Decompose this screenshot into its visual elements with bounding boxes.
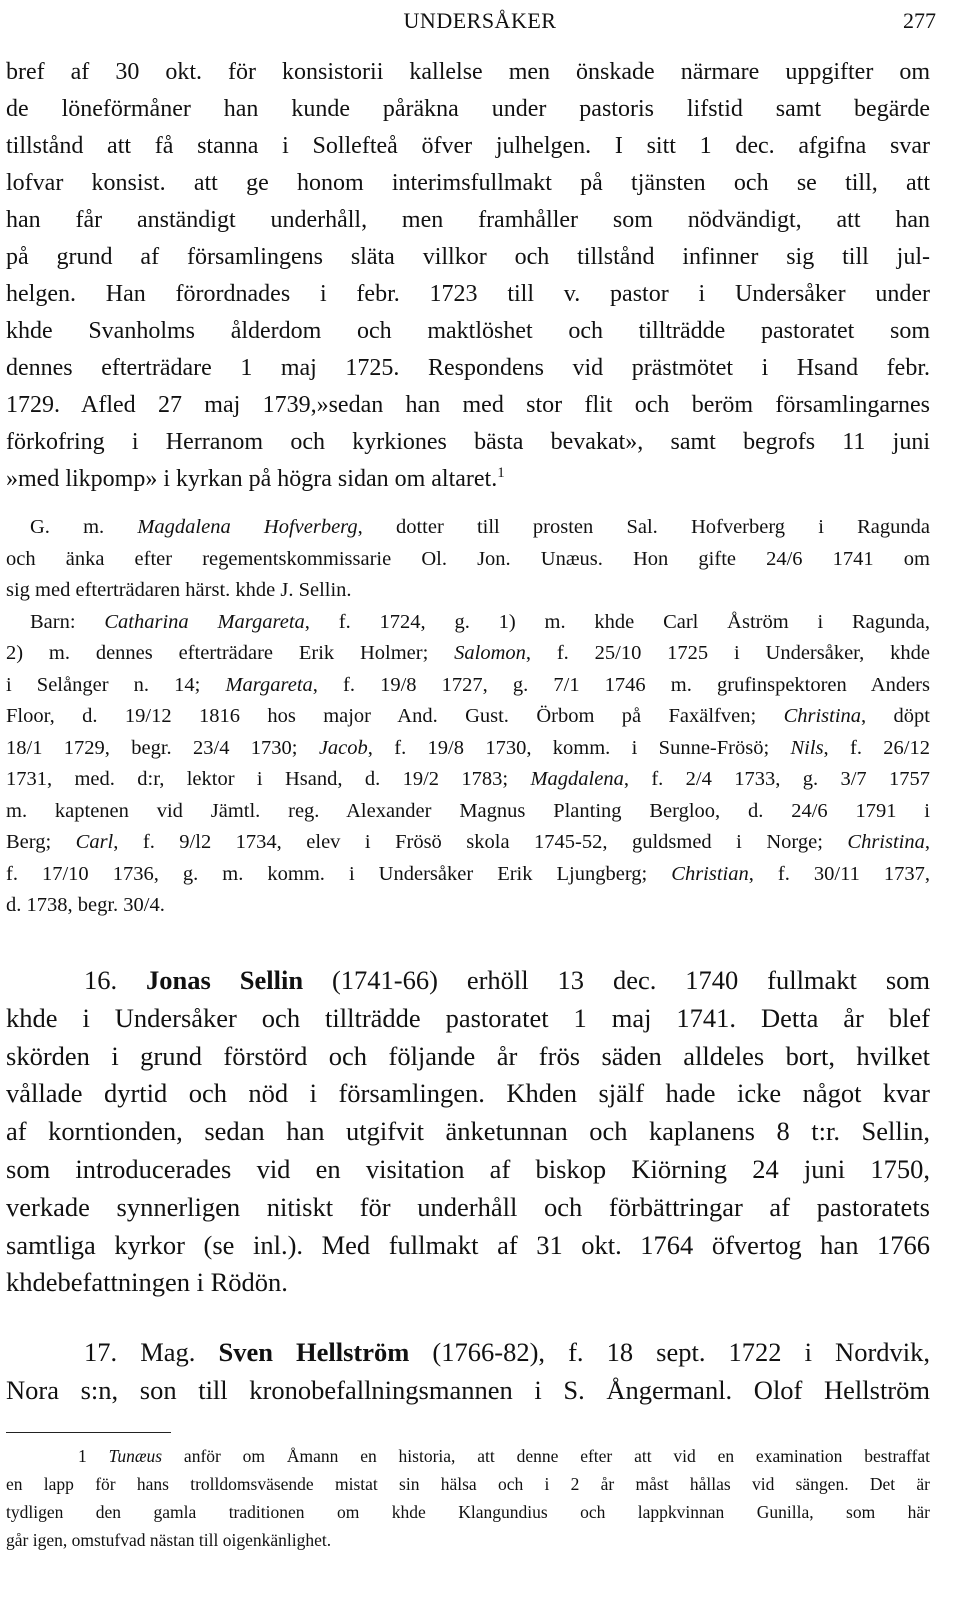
family-line: [6, 859, 930, 891]
family-line: [6, 827, 930, 859]
section16-line: [6, 1038, 930, 1076]
text-run: förkofring i Herranom och kyrkiones bästa bevakat», samt begrofs 11 juni: [6, 429, 930, 455]
text-run: , dotter till prosten Sal. Hofverberg i Ragunda: [357, 516, 930, 538]
text-run: , f. 30/11 1737,: [748, 862, 930, 885]
paragraph-previous-pastor: [6, 54, 930, 498]
text-run: , f. 26/12: [823, 736, 930, 759]
para1-line: [6, 387, 930, 424]
text-run: lofvar konsist. att ge honom interimsfullmakt på tjänsten och se till, att: [6, 170, 930, 196]
text-run: G. m.: [30, 516, 138, 538]
text-run: och änka efter regementskommissarie Ol. Jon. Unæus. Hon gifte 24/6 1741 om: [6, 547, 930, 570]
italic-name: Tunæus: [108, 1446, 163, 1466]
text-run: 18/1 1729, begr. 23/4 1730;: [6, 736, 319, 759]
text-run: Nora s:n, son till kronobefallningsmannen i S. Ångermanl. Olof Hellström: [6, 1374, 930, 1405]
family-line: [6, 796, 930, 828]
text-run: , f. 25/10 1725 i Undersåker, khde: [525, 642, 930, 664]
footnote-line: [6, 1442, 930, 1470]
bold-name: Sven Hellström: [218, 1337, 410, 1367]
text-run: vållade dyrtid och nöd i församlingen. Khden själf hade icke något kvar: [6, 1078, 930, 1109]
footnote: [6, 1442, 930, 1554]
para1-line: [6, 461, 930, 498]
text-run: 1731, med. d:r, lektor i Hsand, d. 19/2 1783;: [6, 768, 531, 790]
italic-name: Magdalena: [530, 768, 624, 790]
text-run: f. 17/10 1736, g. m. komm. i Undersåker Erik Ljungberg;: [6, 862, 672, 885]
section-16-jonas-sellin: [6, 962, 930, 1302]
italic-name: Nils: [790, 736, 824, 759]
text-run: , f. 19/8 1730, komm. i Sunne-Frösö;: [367, 736, 791, 759]
italic-name: Christina: [783, 705, 862, 727]
italic-name: Christian: [671, 862, 749, 885]
italic-name: Carl: [75, 831, 114, 853]
footnote-rule: [6, 1432, 171, 1433]
family-line: [6, 764, 930, 796]
family-line: [6, 638, 930, 670]
footnote-marker: 1: [497, 465, 505, 481]
running-header: [0, 6, 960, 36]
text-run: , döpt: [861, 705, 930, 727]
text-run: m. kaptenen vid Jämtl. reg. Alexander Magnus Planting Bergloo, d. 24/6 1791 i: [6, 799, 930, 822]
text-run: (1766-82), f. 18 sept. 1722 i Nordvik,: [409, 1337, 931, 1367]
text-run: (1741-66) erhöll 13 dec. 1740 fullmakt som: [303, 965, 930, 995]
section17-line: [6, 1372, 930, 1410]
text-run: 16.: [84, 965, 147, 995]
italic-name: Magdalena Hofverberg: [137, 516, 358, 538]
text-run: 2) m. dennes efterträdare Erik Holmer;: [6, 642, 455, 664]
text-run: tydligen den gamla traditionen om khde Klangundius och lappkvinnan Gunilla, som här: [6, 1502, 930, 1522]
para1-line: [6, 165, 930, 202]
text-run: khde i Undersåker och tillträdde pastoratet 1 maj 1741. Detta år blef: [6, 1002, 930, 1033]
page-number: 277: [903, 8, 936, 33]
text-run: skörden i grund förstörd och följande år frös säden alldeles bort, hvilket: [6, 1040, 930, 1071]
bold-name: Jonas Sellin: [146, 965, 304, 995]
family-line: [6, 733, 930, 765]
italic-name: Christina: [847, 831, 925, 853]
section16-line: [6, 962, 930, 1000]
text-run: ,: [924, 831, 930, 853]
text-run: sig med efterträdaren härst. khde J. Sellin.: [6, 579, 352, 601]
text-run: går igen, omstufvad nästan till oigenkänlighet.: [6, 1530, 332, 1550]
section-17-sven-hellstrom: [6, 1334, 930, 1410]
para1-line: [6, 350, 930, 387]
text-run: khde Svanholms ålderdom och maktlöshet och tillträdde pastoratet som: [6, 318, 930, 344]
italic-name: Catharina Margareta: [104, 610, 305, 633]
footnote-line: [6, 1470, 930, 1498]
family-line: [6, 607, 930, 639]
text-run: tillstånd att få stanna i Sollefteå öfver julhelgen. I sitt 1 dec. afgifna svar: [6, 133, 930, 159]
text-run: som introducerades vid en visitation af biskop Kiörning 24 juni 1750,: [6, 1153, 930, 1184]
text-run: en lapp för hans trolldomsväsende mistat sin hälsa och i 2 år måst hållas vid sängen. Det är: [6, 1474, 930, 1494]
text-run: i Selånger n. 14;: [6, 673, 226, 696]
para1-line: [6, 128, 930, 165]
text-run: Floor, d. 19/12 1816 hos major And. Gust. Örbom på Faxälfven;: [6, 705, 784, 727]
text-run: »med likpomp» i kyrkan på högra sidan om altaret.: [6, 466, 498, 492]
italic-name: Salomon: [454, 642, 526, 664]
section16-line: [6, 1113, 930, 1151]
text-run: han får anständigt underhåll, men framhåller som nödvändigt, att han: [6, 207, 930, 233]
italic-name: Margareta: [225, 673, 313, 696]
text-run: dennes efterträdare 1 maj 1725. Respondens vid prästmötet i Hsand febr.: [6, 355, 930, 381]
para1-line: [6, 54, 930, 91]
para1-line: [6, 239, 930, 276]
family-line: [6, 670, 930, 702]
family-paragraph: [6, 512, 930, 922]
family-line: [6, 512, 930, 544]
text-run: anför om Åmann en historia, att denne efter att vid en examination bestraffat: [162, 1446, 931, 1466]
text-run: de löneförmåner han kunde påräkna under pastoris lifstid samt begärde: [6, 96, 930, 122]
para1-line: [6, 424, 930, 461]
family-line: [6, 575, 930, 607]
text-run: d. 1738, begr. 30/4.: [6, 894, 165, 916]
text-run: Barn:: [30, 610, 105, 633]
text-run: , f. 19/8 1727, g. 7/1 1746 m. grufinspektoren Anders: [312, 673, 930, 696]
para1-line: [6, 276, 930, 313]
text-run: khdebefattningen i Rödön.: [6, 1267, 288, 1298]
section16-line: [6, 1189, 930, 1227]
text-run: 1729. Afled 27 maj 1739,»sedan han med stor flit och beröm församlingarnes: [6, 392, 930, 418]
section16-line: [6, 1075, 930, 1113]
text-run: samtliga kyrkor (se inl.). Med fullmakt af 31 okt. 1764 öfvertog han 1766: [6, 1229, 930, 1260]
text-run: , f. 1724, g. 1) m. khde Carl Åström i Ragunda,: [304, 610, 931, 633]
section16-line: [6, 1227, 930, 1265]
section16-line: [6, 1151, 930, 1189]
footnote-line: [6, 1498, 930, 1526]
text-run: , f. 2/4 1733, g. 3/7 1757: [623, 768, 931, 790]
family-line: [6, 890, 930, 922]
italic-name: Jacob: [318, 736, 368, 759]
para1-line: [6, 91, 930, 128]
section16-line: [6, 1264, 930, 1302]
text-run: , f. 9/l2 1734, elev i Frösö skola 1745-52, guldsmed i Norge;: [113, 831, 848, 853]
footnote-line: [6, 1526, 930, 1554]
text-run: bref af 30 okt. för konsistorii kallelse men önskade närmare uppgifter om: [6, 59, 930, 85]
text-run: Berg;: [6, 831, 76, 853]
para1-line: [6, 202, 930, 239]
text-run: på grund af församlingens släta villkor och tillstånd infinner sig till jul-: [6, 244, 930, 270]
section17-line: [6, 1334, 930, 1372]
section16-line: [6, 1000, 930, 1038]
family-line: [6, 701, 930, 733]
text-run: 17. Mag.: [84, 1337, 219, 1367]
para1-line: [6, 313, 930, 350]
text-run: verkade synnerligen nitiskt för underhåll och förbättringar af pastoratets: [6, 1191, 930, 1222]
text-run: af korntionden, sedan han utgifvit änketunnan och kaplanens 8 t:r. Sellin,: [6, 1116, 930, 1147]
running-title: UNDERSÅKER: [403, 8, 557, 33]
family-line: [6, 544, 930, 576]
text-run: helgen. Han förordnades i febr. 1723 till v. pastor i Undersåker under: [6, 281, 930, 307]
text-run: 1: [78, 1446, 109, 1466]
